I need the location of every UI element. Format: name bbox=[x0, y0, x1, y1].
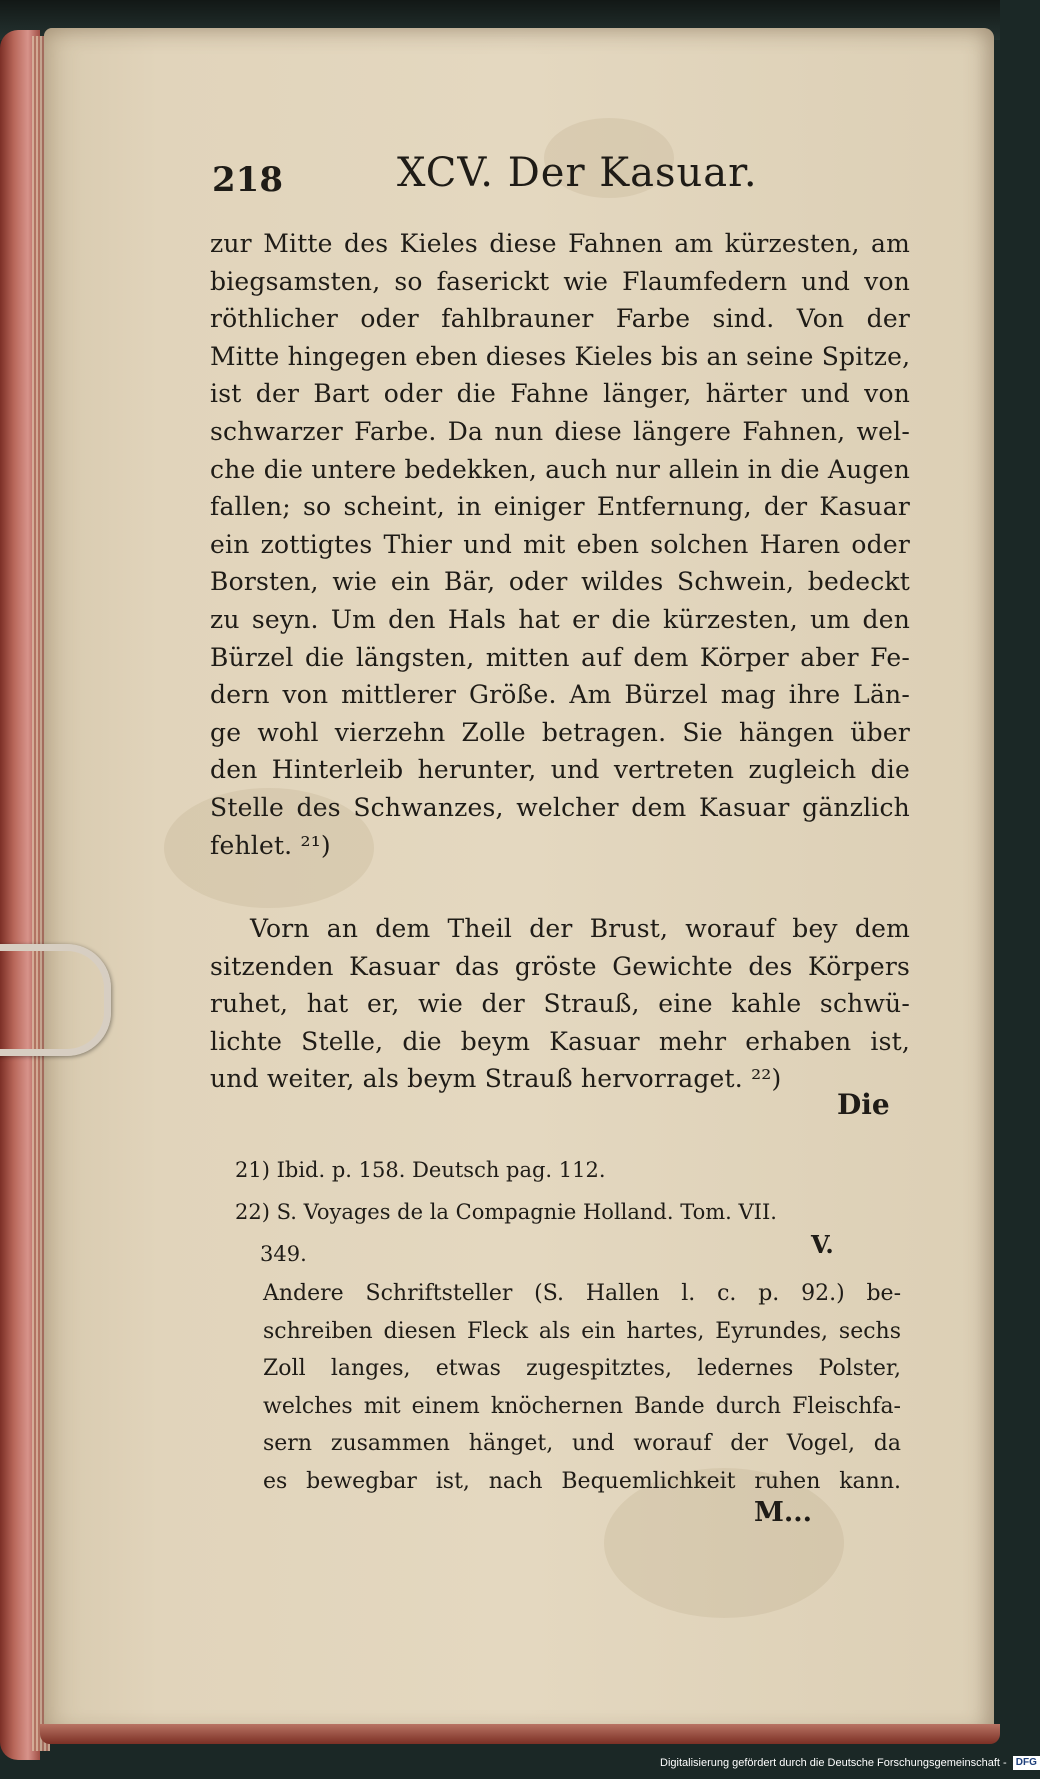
text-line: Borsten, wie ein Bär, oder wildes Schwein, bedeckt bbox=[210, 567, 910, 597]
text-line: lichte Stelle, die beym Kasuar mehr erhaben ist, bbox=[210, 1026, 910, 1056]
text-line: ruhet, hat er, wie der Strauß, eine kahle schwü- bbox=[210, 989, 910, 1019]
page-number: 218 bbox=[212, 160, 283, 200]
footnote-line: sern zusammen hänget, und worauf der Vogel, da bbox=[263, 1431, 901, 1457]
text-line: fallen; so scheint, in einiger Entfernung, der Kasuar bbox=[210, 492, 910, 522]
footnote-line: Zoll langes, etwas zugespitztes, ledernes Polster, bbox=[263, 1356, 901, 1382]
text-line: Vorn an dem Theil der Brust, worauf bey dem bbox=[250, 914, 910, 943]
text-line: che die untere bedekken, auch nur allein in die Augen bbox=[210, 454, 910, 484]
text-line: schwarzer Farbe. Da nun diese längere Fahnen, wel- bbox=[210, 416, 910, 446]
main-paragraph-2 bbox=[210, 910, 910, 1098]
footnote-22: 22) S. Voyages de la Compagnie Holland. Tom. VII. bbox=[235, 1200, 777, 1224]
footnote-line: Andere Schriftsteller (S. Hallen l. c. p. 92.) be- bbox=[263, 1281, 901, 1306]
text-line: Mitte hingegen eben dieses Kieles bis an seine Spitze, bbox=[210, 341, 911, 371]
text-line: zu seyn. Um den Hals hat er die kürzesten, um den bbox=[210, 604, 910, 634]
text-line: fehlet. ²¹) bbox=[210, 830, 331, 860]
footnote-marker: V. bbox=[811, 1230, 834, 1259]
page-header bbox=[212, 150, 912, 206]
text-line: dern von mittlerer Größe. Am Bürzel mag ihre Län- bbox=[210, 680, 910, 710]
text-line: Stelle des Schwanzes, welcher dem Kasuar gänzlich bbox=[210, 792, 910, 822]
text-line: zur Mitte des Kieles diese Fahnen am kürzesten, am bbox=[210, 229, 910, 258]
footnote-line: schreiben diesen Fleck als ein hartes, Eyrundes, sechs bbox=[263, 1318, 901, 1344]
text-line: sitzenden Kasuar das gröste Gewichte des Körpers bbox=[210, 951, 910, 981]
catchword: Die bbox=[837, 1088, 890, 1121]
digitization-credit: Digitalisierung gefördert durch die Deutsche Forschungsgemeinschaft - bbox=[660, 1756, 1007, 1769]
main-paragraph-1 bbox=[210, 225, 910, 864]
text-line: ist der Bart oder die Fahne länger, härter und von bbox=[210, 379, 910, 409]
footnote-line: es bewegbar ist, nach Bequemlichkeit ruhen kann. bbox=[263, 1468, 901, 1494]
text-line: und weiter, als beym Strauß hervorraget. ²²) bbox=[210, 1064, 782, 1094]
footnote-line: welches mit einem knöchernen Bande durch Fleischfa- bbox=[263, 1393, 901, 1419]
footnote-21: 21) Ibid. p. 158. Deutsch pag. 112. bbox=[235, 1158, 606, 1182]
text-line: ein zottigtes Thier und mit eben solchen Haren oder bbox=[210, 529, 910, 559]
page-bottom-edge bbox=[40, 1724, 1000, 1744]
footnote-22-continuation: 349. bbox=[260, 1242, 307, 1266]
text-line: ge wohl vierzehn Zolle betragen. Sie hängen über bbox=[210, 717, 910, 747]
text-line: biegsamsten, so faserickt wie Flaumfedern und von bbox=[210, 266, 910, 296]
chapter-title: XCV. Der Kasuar. bbox=[397, 150, 758, 196]
digitization-footer bbox=[660, 1756, 1037, 1774]
footnote-text-block bbox=[263, 1275, 901, 1501]
footnote-catchword: M... bbox=[754, 1497, 813, 1528]
dfg-logo: DFG bbox=[1013, 1756, 1040, 1770]
footnotes bbox=[235, 1149, 905, 1275]
text-line: röthlicher oder fahlbrauner Farbe sind. Von der bbox=[210, 304, 910, 334]
page-clip bbox=[0, 944, 111, 1056]
text-line: den Hinterleib herunter, und vertreten zugleich die bbox=[210, 755, 910, 785]
text-line: Bürzel die längsten, mitten auf dem Körper aber Fe- bbox=[210, 642, 910, 672]
